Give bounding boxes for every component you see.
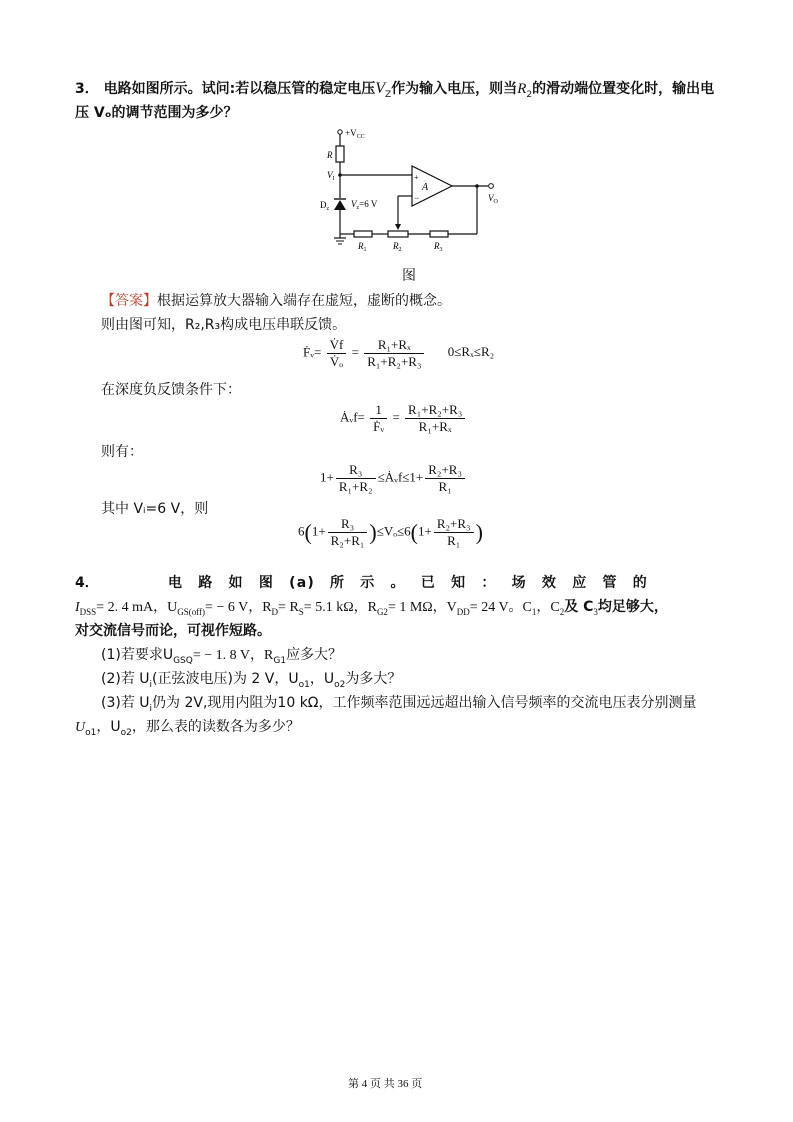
answer-line-1: [101, 290, 451, 310]
eq1-fraction-2: $\frac{\text{R₁+Rₓ}}{\text{R₁+R₂+R₃}}$: [364, 337, 424, 370]
equation-4: 6(1+ $\frac{\text{R₃}}{\text{R₂+R₁}}$ )≤Vₒ≤6(1+ $\frac{\text{R₂+R₃}}{\text{R₁}}$ ): [298, 516, 483, 548]
question-4-part-3-line-2: $U_{o1}$，$U_{o2}$，那么表的读数各为多少？: [75, 719, 300, 738]
vi-label: $V_I$: [327, 170, 335, 182]
circuit-diagram: [318, 126, 508, 266]
eq1-range: 0≤Rₓ≤R₂: [447, 344, 495, 360]
question-4-number: 4．: [75, 575, 99, 591]
eq4-part: ≤Vₒ≤6: [376, 523, 411, 539]
eq4-part: 1+: [417, 523, 432, 539]
resistor-r3: [430, 231, 448, 237]
var-r2: R: [517, 81, 527, 97]
eq2-fraction-2: $\frac{\text{R₁+R₂+R₃}}{\text{R₁+Rₓ}}$: [405, 402, 465, 435]
resistor-r2: [388, 231, 408, 237]
eq4-fraction-2: $\frac{\text{R₂+R₃}}{\text{R₁}}$: [434, 516, 474, 549]
op-amp-label: A: [422, 182, 429, 193]
var-vz-sub: Z: [385, 89, 392, 100]
r3-label: $R_3$: [434, 241, 443, 253]
r2-label: $R_2$: [393, 241, 402, 253]
eq2-equals: =: [392, 409, 400, 425]
vo-terminal: [489, 184, 494, 189]
eq1-lhs: Ḟᵥ=: [303, 344, 322, 360]
op-amp-plus: +: [414, 173, 419, 182]
question-3-line-2: 压 Vₒ的调节范围为多少？: [75, 105, 238, 121]
question-text: 电路如图所示。试问:若以稳压管的稳定电压: [103, 81, 376, 97]
eq1-fraction-1: $\frac{V̇f}{\text{V̇ₒ}}$: [327, 337, 347, 370]
zener-diode: [334, 200, 346, 210]
eq3-fraction-2: $\frac{\text{R₂+R₃}}{\text{R₁}}$: [425, 462, 465, 495]
question-4-line-2: $I_{DSS}= 2$. 4 mA，$U_{GS(off)}= - 6$ V，$R_D= R_S= 5.1$ kΩ，$R_{G2}= 1$ MΩ，$V_{DD}= 24$ V。$C_1$，$C_2$及 $C_3$均足够大，: [75, 599, 668, 617]
answer-line-5: 其中 Vᵢ=6 V，则: [101, 501, 209, 517]
r1-label: $R_1$: [358, 241, 367, 253]
figure-caption: 图: [402, 268, 416, 284]
question-text: 作为输入电压，则当: [391, 81, 518, 97]
question-4-line-3: 对交流信号而论，可视作短路。: [75, 623, 271, 639]
question-4-part-1: (1)若要求$U_{GSQ}= - 1$. 8 V，$R_{G1}$应多大？: [101, 647, 343, 666]
equation-3: [320, 462, 467, 495]
eq3-fraction-1: $\frac{\text{R₃}}{\text{R₁+R₂}}$: [336, 462, 376, 495]
eq4-part: 6: [298, 523, 305, 539]
op-amp-minus: −: [414, 193, 420, 203]
vz-value-label: $V_z=6$ V: [351, 199, 378, 211]
answer-line-4: 则有：: [101, 444, 143, 460]
equation-2: [340, 402, 467, 435]
eq2-fraction-1: $\frac{1}{\text{Ḟᵥ}}$: [370, 402, 387, 435]
equation-1: [303, 337, 494, 370]
eq4-part: 1+: [311, 523, 326, 539]
vcc-terminal: [338, 130, 342, 134]
resistor-r: [336, 146, 344, 162]
resistor-r1: [354, 231, 372, 237]
var-r2-sub: 2: [526, 89, 533, 100]
eq3-part: 1+: [320, 469, 334, 485]
answer-line-3: 在深度负反馈条件下：: [101, 382, 241, 398]
question-4-part-2: (2)若 $U_i$(正弦波电压)为 2 V，$U_{o1}$，$U_{o2}$为多大？: [101, 671, 402, 690]
answer-tag: 【答案】: [101, 293, 157, 309]
eq2-lhs: Ȧᵥf=: [340, 409, 365, 425]
question-3-line-1: [75, 78, 714, 100]
answer-line-2: 则由图可知，R₂,R₃构成电压串联反馈。: [101, 317, 347, 333]
var-vz: V: [375, 80, 386, 97]
vo-label: $V_O$: [488, 193, 498, 205]
vcc-label: $+V_{CC}$: [345, 128, 365, 140]
question-text: 的滑动端位置变化时，输出电: [532, 81, 715, 97]
question-number: 3．: [75, 81, 99, 97]
resistor-r-label: R: [327, 150, 333, 160]
eq4-fraction-1: $\frac{\text{R₃}}{\text{R₂+R₁}}$: [328, 516, 368, 549]
dz-label: $D_z$: [320, 200, 330, 212]
page-footer: 第 4 页 共 36 页: [348, 1078, 423, 1090]
question-4-head: 电 路 如 图 (a) 所 示 。 已 知 ： 场 效 应 管 的: [168, 575, 648, 591]
eq3-part: ≤Ȧᵥf≤1+: [377, 469, 424, 485]
answer-text: 根据运算放大器输入端存在虚短，虚断的概念。: [157, 293, 451, 309]
eq1-equals: =: [351, 344, 359, 360]
question-4-part-3: (3)若 $U_i$仍为 2V,现用内阻为10 kΩ，工作频率范围远远超出输入信号频率的交流电压表分别测量: [101, 695, 697, 714]
